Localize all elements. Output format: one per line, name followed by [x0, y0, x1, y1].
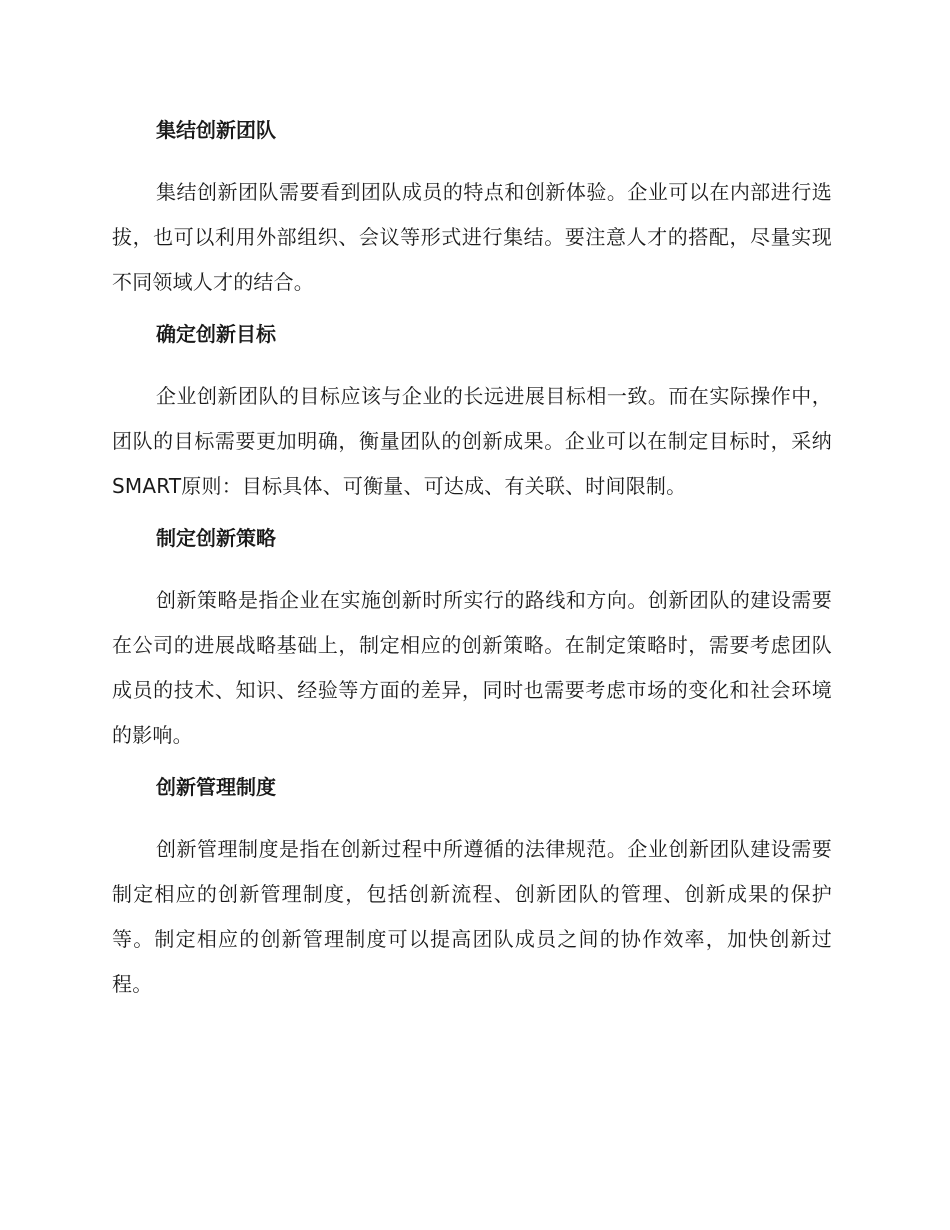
section-paragraph: 创新策略是指企业在实施创新时所实行的路线和方向。创新团队的建设需要在公司的进展战略基础上，制定相应的创新策略。在制定策略时，需要考虑团队成员的技术、知识、经验等方面的差异，同时也需要考虑市场的变化和社会环境的影响。	[112, 588, 832, 747]
section-heading: 创新管理制度	[156, 775, 276, 799]
section-paragraph: 集结创新团队需要看到团队成员的特点和创新体验。企业可以在内部进行选拔，也可以利用外部组织、会议等形式进行集结。要注意人才的搭配，尽量实现不同领域人才的结合。	[112, 180, 832, 294]
section-define-goals	[112, 320, 832, 509]
section-heading: 制定创新策略	[156, 526, 276, 550]
section-paragraph: 创新管理制度是指在创新过程中所遵循的法律规范。企业创新团队建设需要制定相应的创新管理制度，包括创新流程、创新团队的管理、创新成果的保护等。制定相应的创新管理制度可以提高团队成员之间的协作效率，加快创新过程。	[112, 837, 832, 996]
section-heading: 集结创新团队	[156, 118, 276, 142]
section-management-system	[112, 773, 832, 1007]
section-heading: 确定创新目标	[156, 322, 276, 346]
section-make-strategy	[112, 524, 832, 758]
section-paragraph: 企业创新团队的目标应该与企业的长远进展目标相一致。而在实际操作中，团队的目标需要更加明确，衡量团队的创新成果。企业可以在制定目标时，采纳SMART原则：目标具体、可衡量、可达成、有关联、时间限制。	[112, 384, 832, 498]
section-assemble-team	[112, 116, 832, 305]
